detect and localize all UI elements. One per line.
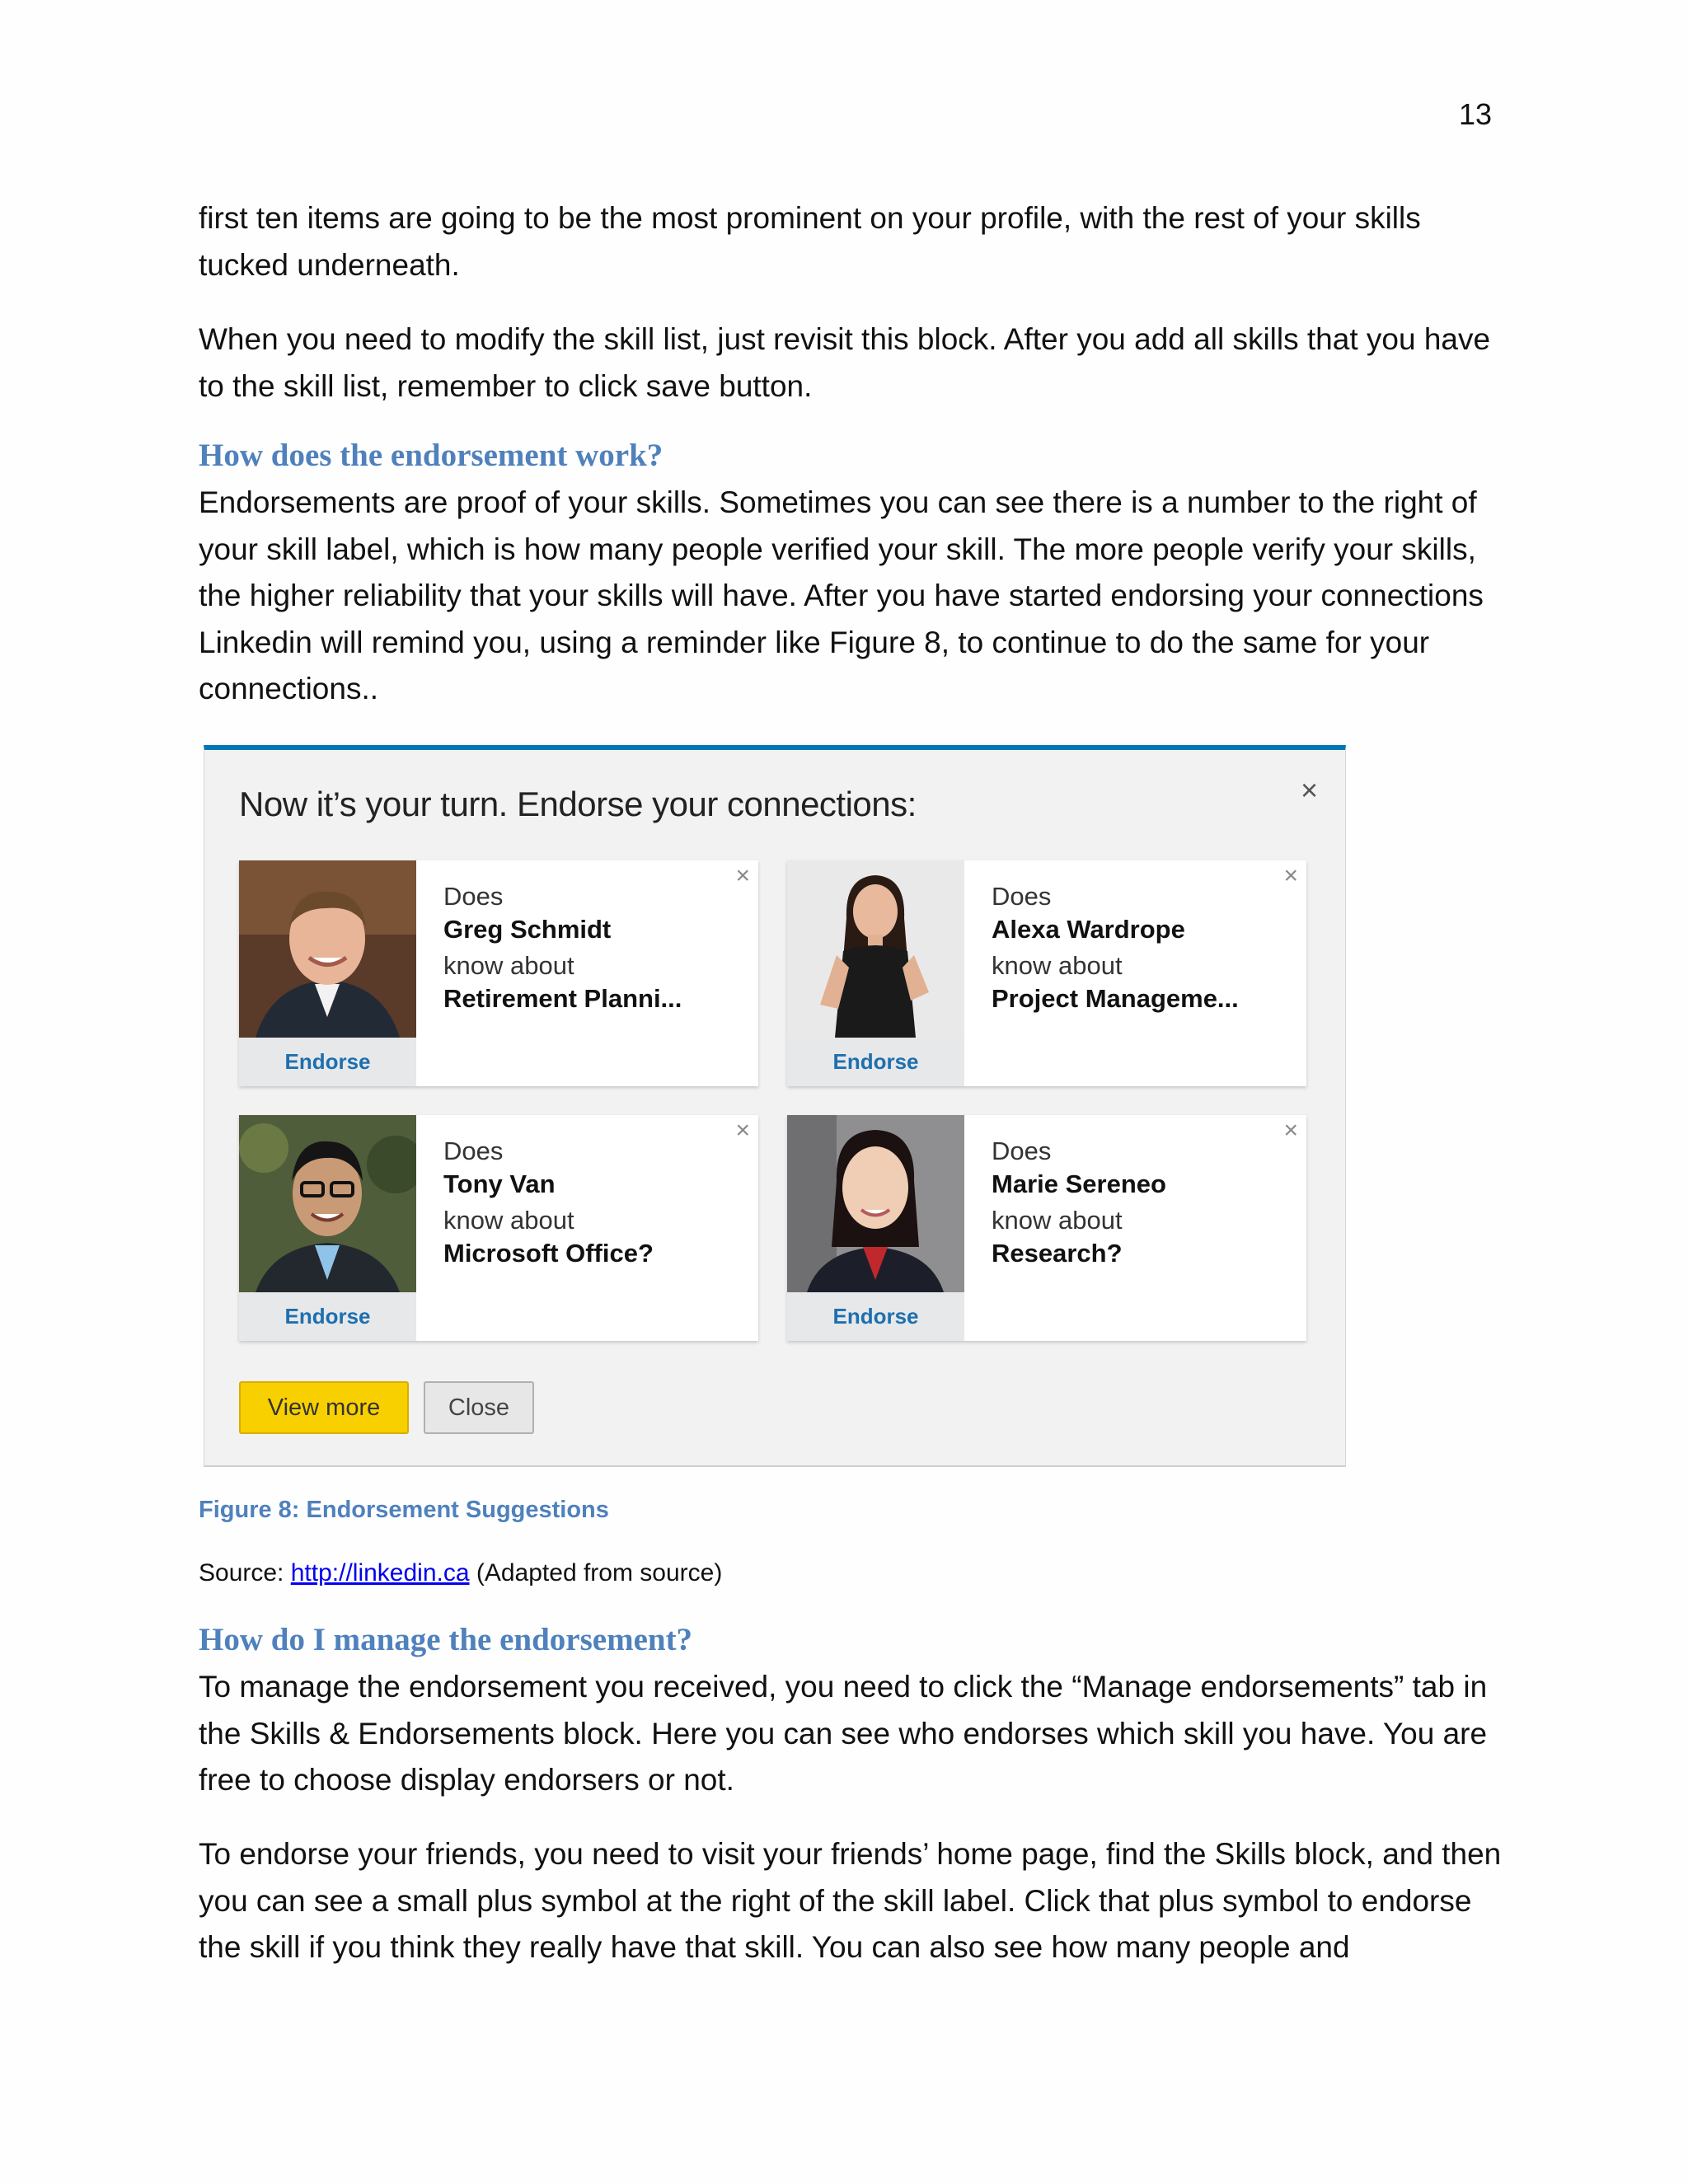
endorse-button[interactable]: Endorse — [787, 1292, 964, 1341]
dismiss-icon[interactable]: × — [1283, 1117, 1298, 1144]
card-know-about: know about — [443, 1206, 574, 1235]
source-line — [199, 1559, 722, 1587]
paragraph-manage: To manage the endorsement you received, you need to click the “Manage endorsements” tab in the Skills & Endorsements block. Here you can see who endorses which skill you have. You are free to choose display endorsers or not. — [199, 1670, 1488, 1797]
dismiss-icon[interactable]: × — [1283, 862, 1298, 889]
page-number: 13 — [1458, 97, 1492, 131]
card-text — [992, 1135, 1166, 1270]
card-does: Does — [443, 1137, 504, 1165]
avatar — [239, 860, 416, 1038]
card-name[interactable]: Tony Van — [443, 1169, 556, 1198]
card-skill: Retirement Planni... — [443, 984, 682, 1013]
card-skill: Microsoft Office? — [443, 1239, 654, 1268]
endorse-button[interactable]: Endorse — [787, 1038, 964, 1086]
heading-endorsement-work: How does the endorsement work? — [199, 438, 663, 473]
card-know-about: know about — [992, 951, 1123, 980]
paragraph-modify-skills: When you need to modify the skill list, just revisit this block. After you add all skills that you have to the skill list, remember to click save button. — [199, 322, 1491, 403]
card-name[interactable]: Greg Schmidt — [443, 915, 612, 944]
card-text — [443, 880, 682, 1015]
card-does: Does — [992, 882, 1052, 911]
view-more-button[interactable]: View more — [239, 1381, 409, 1434]
source-prefix: Source: — [199, 1559, 291, 1586]
card-does: Does — [992, 1137, 1052, 1165]
close-icon[interactable]: × — [1301, 773, 1319, 807]
close-button[interactable]: Close — [424, 1381, 534, 1434]
card-does: Does — [443, 882, 504, 911]
paragraph-endorse-friends: To endorse your friends, you need to visit your friends’ home page, find the Skills block, and then you can see a small plus symbol at the right of the skill label. Click that plus symbol to endorse the skill if you think they really have that skill. You can also see how many people and — [199, 1837, 1502, 1964]
card-know-about: know about — [443, 951, 574, 980]
paragraph-skills-top: first ten items are going to be the most prominent on your profile, with the rest of your skills tucked underneath. — [199, 201, 1421, 282]
avatar — [787, 860, 964, 1038]
endorse-card-tony — [239, 1115, 758, 1341]
heading-manage-endorsement: How do I manage the endorsement? — [199, 1622, 693, 1657]
endorse-button[interactable]: Endorse — [239, 1292, 416, 1341]
card-skill: Research? — [992, 1239, 1123, 1268]
card-text — [443, 1135, 654, 1270]
card-text — [992, 880, 1239, 1015]
source-link[interactable]: http://linkedin.ca — [290, 1559, 470, 1586]
source-suffix: (Adapted from source) — [469, 1559, 723, 1586]
avatar — [787, 1115, 964, 1292]
card-know-about: know about — [992, 1206, 1123, 1235]
endorse-button[interactable]: Endorse — [239, 1038, 416, 1086]
card-skill: Project Manageme... — [992, 984, 1239, 1013]
figure-title: Now it’s your turn. Endorse your connections: — [239, 785, 917, 823]
avatar — [239, 1115, 416, 1292]
figure-caption: Figure 8: Endorsement Suggestions — [199, 1497, 609, 1523]
endorse-card-greg — [239, 860, 758, 1086]
endorse-card-marie — [787, 1115, 1306, 1341]
paragraph-endorsements: Endorsements are proof of your skills. Sometimes you can see there is a number to the right of your skill label, which is how many people verified your skill. The more people verify your skills, the higher reliability that your skills will have. After you have started endorsing your connections Linkedin will remind you, using a reminder like Figure 8, to continue to do the same for your connections.. — [199, 485, 1484, 705]
endorsement-suggestions-figure — [204, 745, 1346, 1467]
card-name[interactable]: Alexa Wardrope — [992, 915, 1185, 944]
endorse-card-alexa — [787, 860, 1306, 1086]
dismiss-icon[interactable]: × — [735, 862, 750, 889]
card-name[interactable]: Marie Sereneo — [992, 1169, 1166, 1198]
dismiss-icon[interactable]: × — [735, 1117, 750, 1144]
